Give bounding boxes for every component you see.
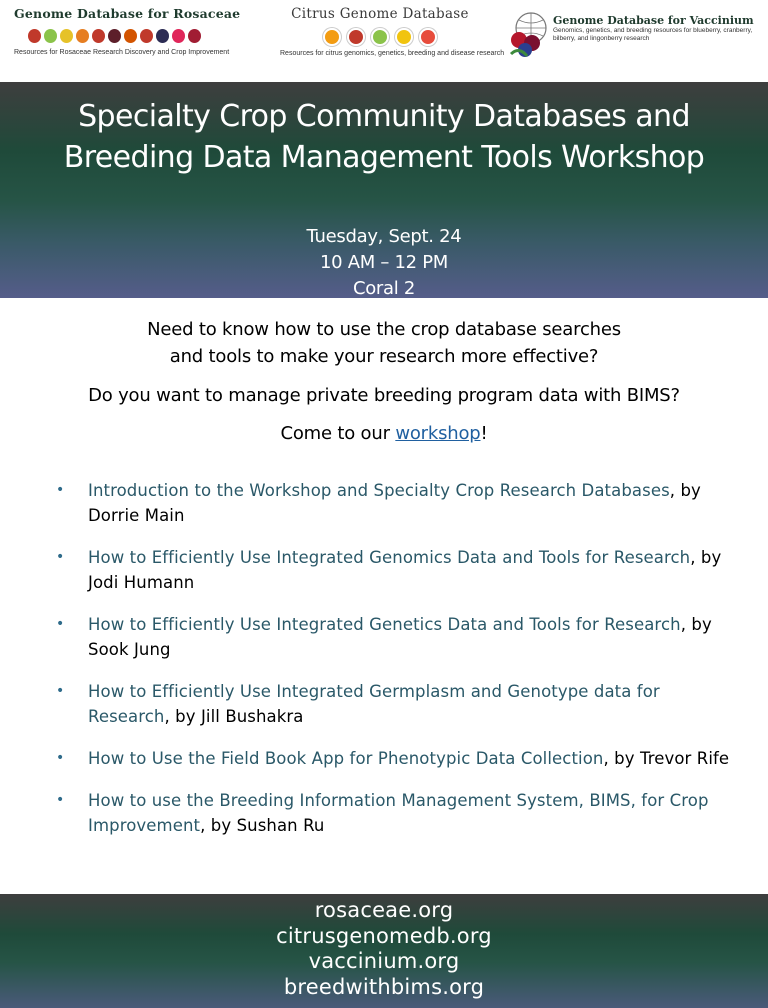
vaccinium-berry-icon	[505, 10, 549, 58]
session-title: Introduction to the Workshop and Specialty Crop Research Databases	[88, 481, 670, 500]
intro-question-1-line2: and tools to make your research more effective?	[169, 346, 599, 367]
call-to-action	[0, 420, 768, 447]
citrus-logo[interactable]	[280, 6, 505, 57]
workshop-time: 10 AM – 12 PM	[319, 252, 449, 273]
bullet-icon: •	[56, 792, 65, 808]
fruit-icon	[92, 29, 105, 43]
citrus-slice-icon	[419, 28, 437, 46]
rosaceae-logo[interactable]	[14, 6, 254, 56]
citrus-slice-row	[280, 28, 480, 46]
vaccinium-logo-subtitle: Genomics, genetics, and breeding resources for blueberry, cranberry, bilberry, and lingonberry research	[553, 27, 753, 42]
session-speaker: , by Sook Jung	[88, 615, 712, 659]
session-item	[56, 746, 746, 771]
cta-prefix: Come to our	[280, 423, 396, 444]
session-item	[56, 788, 746, 838]
workshop-title-line2: Breeding Data Management Tools Workshop	[63, 140, 705, 175]
intro-question-1	[0, 316, 768, 370]
citrus-slice-icon	[395, 28, 413, 46]
vaccinium-logo-title: Genome Database for Vaccinium	[553, 14, 754, 27]
session-item	[56, 478, 746, 528]
intro-section	[0, 316, 768, 447]
session-item	[56, 612, 746, 662]
session-list	[56, 478, 746, 855]
footer-link-vaccinium[interactable]: vaccinium.org	[308, 949, 460, 973]
fruit-icon	[188, 29, 201, 43]
fruit-icon	[172, 29, 185, 43]
session-title: How to Use the Field Book App for Phenotypic Data Collection	[88, 749, 604, 768]
footer-link-citrus[interactable]: citrusgenomedb.org	[276, 923, 492, 948]
session-item	[56, 679, 746, 729]
rosaceae-fruit-row	[28, 26, 254, 46]
footer-link-bims[interactable]: breedwithbims.org	[283, 974, 485, 999]
session-title: How to Efficiently Use Integrated Genetics Data and Tools for Research	[88, 615, 681, 634]
citrus-slice-icon	[323, 28, 341, 46]
intro-question-2: Do you want to manage private breeding program data with BIMS?	[88, 385, 680, 406]
fruit-icon	[76, 29, 89, 43]
citrus-slice-icon	[347, 28, 365, 46]
bullet-icon: •	[56, 549, 65, 565]
session-item	[56, 545, 746, 595]
bullet-icon: •	[56, 482, 65, 498]
cta-suffix: !	[480, 423, 488, 444]
citrus-logo-subtitle: Resources for citrus genomics, genetics, breeding and disease research	[280, 50, 505, 57]
workshop-link[interactable]: workshop	[395, 423, 481, 444]
logo-bar	[0, 0, 768, 80]
fruit-icon	[44, 29, 57, 43]
citrus-slice-icon	[371, 28, 389, 46]
workshop-details	[0, 224, 768, 302]
workshop-title-line1: Specialty Crop Community Databases and	[78, 99, 690, 134]
session-title: How to Efficiently Use Integrated Genomics Data and Tools for Research	[88, 548, 691, 567]
session-speaker: , by Trevor Rife	[603, 749, 730, 768]
session-title: How to Efficiently Use Integrated Germplasm and Genotype data for Research	[88, 682, 660, 726]
workshop-banner	[0, 82, 768, 298]
workshop-title	[0, 82, 768, 178]
footer-links	[0, 894, 768, 1008]
session-speaker: , by Dorrie Main	[88, 481, 701, 525]
citrus-logo-title: Citrus Genome Database	[291, 6, 469, 22]
vaccinium-logo[interactable]	[505, 6, 763, 43]
fruit-icon	[156, 29, 169, 43]
bullet-icon: •	[56, 683, 65, 699]
rosaceae-logo-title: Genome Database for Rosaceae	[14, 6, 241, 21]
fruit-icon	[28, 29, 41, 43]
session-speaker: , by Jill Bushakra	[164, 707, 304, 726]
rosaceae-logo-subtitle: Resources for Rosaceae Research Discovery and Crop Improvement	[14, 49, 230, 56]
session-title: How to use the Breeding Information Management System, BIMS, for Crop Improvement	[88, 791, 709, 835]
workshop-date: Tuesday, Sept. 24	[306, 226, 462, 247]
intro-question-1-line1: Need to know how to use the crop database searches	[147, 319, 621, 340]
workshop-room: Coral 2	[352, 278, 416, 299]
fruit-icon	[124, 29, 137, 43]
bullet-icon: •	[56, 750, 65, 766]
session-speaker: , by Sushan Ru	[200, 816, 325, 835]
session-speaker: , by Jodi Humann	[88, 548, 722, 592]
footer-link-rosaceae[interactable]: rosaceae.org	[314, 898, 454, 922]
fruit-icon	[140, 29, 153, 43]
bullet-icon: •	[56, 616, 65, 632]
fruit-icon	[60, 29, 73, 43]
fruit-icon	[108, 29, 121, 43]
